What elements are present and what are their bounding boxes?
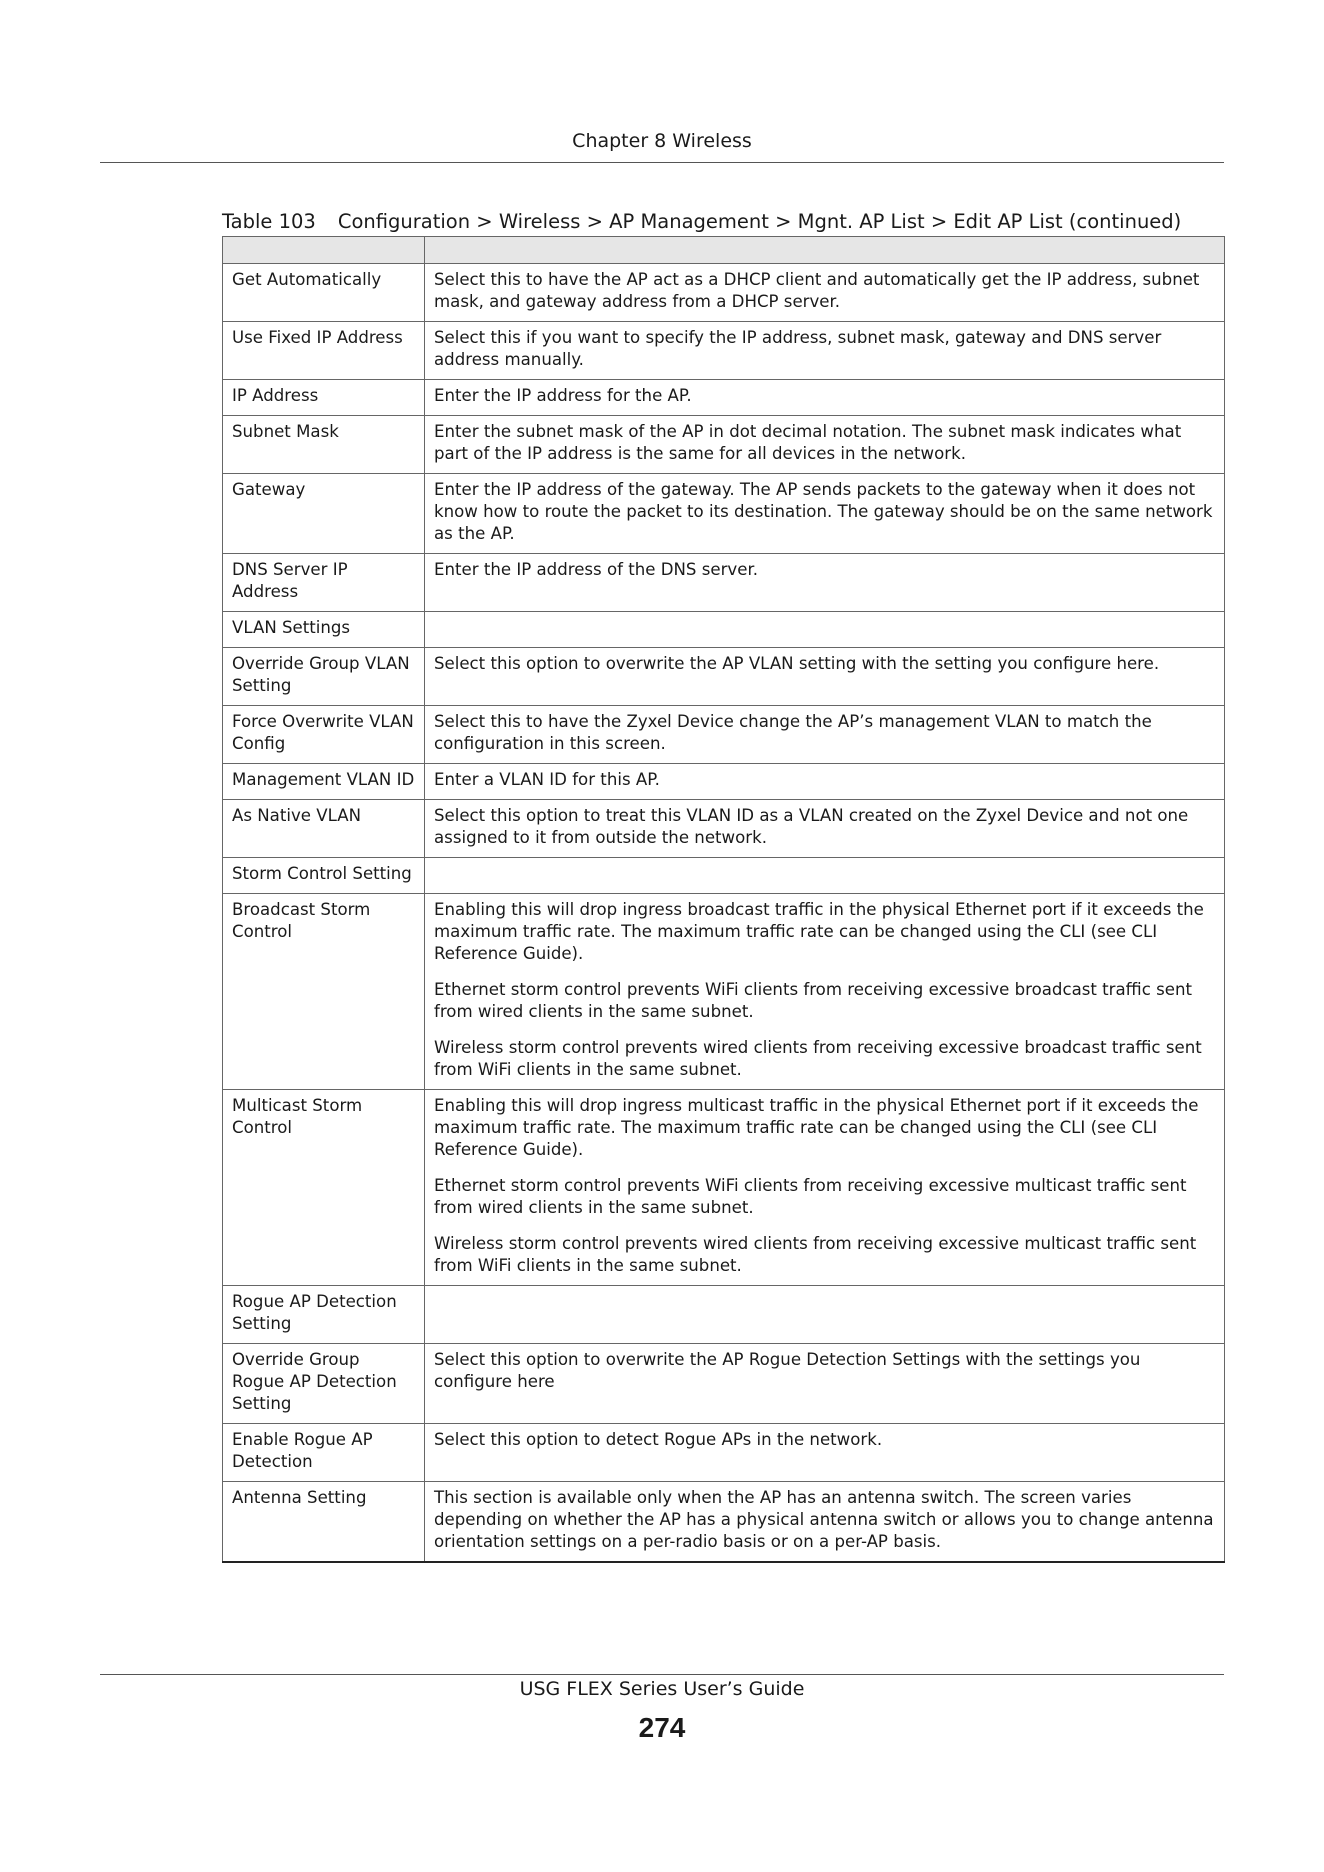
table-row (223, 706, 1225, 764)
table-caption-number: Table 103 (222, 210, 316, 233)
header-cell-description (425, 237, 1225, 264)
row-label: As Native VLAN (223, 800, 425, 858)
table-header-row (223, 237, 1225, 264)
row-description (425, 1424, 1225, 1482)
row-label: Get Automatically (223, 264, 425, 322)
description-paragraph: Enter the IP address of the gateway. The AP sends packets to the gateway when it does not know how to route the packet to its destination. The gateway should be on the same network as the AP. (434, 480, 1213, 543)
footer-guide-title: USG FLEX Series User’s Guide (519, 1678, 805, 1700)
description-paragraph: Enter the subnet mask of the AP in dot decimal notation. The subnet mask indicates what part of the IP address is the same for all devices in the network. (434, 422, 1182, 463)
description-paragraph: Select this option to overwrite the AP Rogue Detection Settings with the settings you configure here (434, 1350, 1141, 1391)
description-paragraph: Enabling this will drop ingress broadcast traffic in the physical Ethernet port if it exceeds the maximum traffic rate. The maximum traffic rate can be changed using the CLI (see CLI Reference Guide). (434, 900, 1204, 963)
description-paragraph: Select this to have the Zyxel Device change the AP’s management VLAN to match the configuration in this screen. (434, 712, 1152, 753)
header-divider (100, 162, 1224, 163)
description-paragraph: Ethernet storm control prevents WiFi clients from receiving excessive multicast traffic sent from wired clients in the same subnet. (434, 1176, 1187, 1217)
row-description (425, 322, 1225, 380)
table-row (223, 1424, 1225, 1482)
table-row (223, 764, 1225, 800)
description-paragraph: Enter the IP address of the DNS server. (434, 560, 759, 579)
chapter-title: Chapter 8 Wireless (572, 130, 752, 152)
row-description (425, 474, 1225, 554)
row-description (425, 264, 1225, 322)
row-description (425, 800, 1225, 858)
table-row (223, 1482, 1225, 1563)
table-row (223, 858, 1225, 894)
row-description (425, 612, 1225, 648)
row-label: Override Group Rogue AP Detection Setting (223, 1344, 425, 1424)
table-row (223, 380, 1225, 416)
row-label: Gateway (223, 474, 425, 554)
row-label: Subnet Mask (223, 416, 425, 474)
description-paragraph: Select this if you want to specify the IP address, subnet mask, gateway and DNS server address manually. (434, 328, 1162, 369)
description-paragraph: Enter a VLAN ID for this AP. (434, 770, 660, 789)
table-caption (222, 210, 1232, 233)
table-row (223, 1090, 1225, 1286)
row-label: Storm Control Setting (223, 858, 425, 894)
description-paragraph: Enter the IP address for the AP. (434, 386, 692, 405)
table-row (223, 1286, 1225, 1344)
description-paragraph: Ethernet storm control prevents WiFi clients from receiving excessive broadcast traffic sent from wired clients in the same subnet. (434, 980, 1192, 1021)
row-description (425, 1286, 1225, 1344)
table-caption-title: Configuration > Wireless > AP Management > Mgnt. AP List > Edit AP List (continued) (337, 210, 1182, 233)
row-description (425, 1344, 1225, 1424)
row-description (425, 1482, 1225, 1563)
table-row (223, 800, 1225, 858)
row-description (425, 1090, 1225, 1286)
row-label: Use Fixed IP Address (223, 322, 425, 380)
table-row (223, 416, 1225, 474)
description-paragraph: Select this option to treat this VLAN ID as a VLAN created on the Zyxel Device and not one assigned to it from outside the network. (434, 806, 1189, 847)
description-table (222, 236, 1225, 1563)
description-paragraph: This section is available only when the AP has an antenna switch. The screen varies depending on whether the AP has a physical antenna switch or allows you to change antenna orientation settings on a per-radio basis or on a per-AP basis. (434, 1488, 1214, 1551)
row-label: VLAN Settings (223, 612, 425, 648)
row-label: Management VLAN ID (223, 764, 425, 800)
row-label: Force Overwrite VLAN Config (223, 706, 425, 764)
row-description (425, 380, 1225, 416)
table-row (223, 894, 1225, 1090)
row-label: Rogue AP Detection Setting (223, 1286, 425, 1344)
row-description (425, 894, 1225, 1090)
row-description (425, 706, 1225, 764)
row-description (425, 764, 1225, 800)
description-paragraph: Select this to have the AP act as a DHCP client and automatically get the IP address, subnet mask, and gateway address from a DHCP server. (434, 270, 1200, 311)
header-cell-label (223, 237, 425, 264)
table-row (223, 1344, 1225, 1424)
table-row (223, 612, 1225, 648)
footer-divider (100, 1674, 1224, 1675)
page-number: 274 (638, 1712, 686, 1743)
table-row (223, 322, 1225, 380)
description-paragraph: Select this option to overwrite the AP VLAN setting with the setting you configure here. (434, 654, 1160, 673)
row-description (425, 648, 1225, 706)
row-label: Broadcast Storm Control (223, 894, 425, 1090)
description-paragraph: Select this option to detect Rogue APs in the network. (434, 1430, 883, 1449)
table-row (223, 474, 1225, 554)
table-body (223, 264, 1225, 1563)
row-label: DNS Server IP Address (223, 554, 425, 612)
row-label: Enable Rogue AP Detection (223, 1424, 425, 1482)
row-description (425, 858, 1225, 894)
table-row (223, 264, 1225, 322)
description-paragraph: Wireless storm control prevents wired clients from receiving excessive multicast traffic sent from WiFi clients in the same subnet. (434, 1234, 1197, 1275)
row-description (425, 416, 1225, 474)
row-label: Override Group VLAN Setting (223, 648, 425, 706)
row-label: Multicast Storm Control (223, 1090, 425, 1286)
table-row (223, 648, 1225, 706)
table-row (223, 554, 1225, 612)
row-label: IP Address (223, 380, 425, 416)
row-description (425, 554, 1225, 612)
description-paragraph: Wireless storm control prevents wired clients from receiving excessive broadcast traffic sent from WiFi clients in the same subnet. (434, 1038, 1202, 1079)
description-paragraph: Enabling this will drop ingress multicast traffic in the physical Ethernet port if it exceeds the maximum traffic rate. The maximum traffic rate can be changed using the CLI (see CLI Reference Guide). (434, 1096, 1199, 1159)
row-label: Antenna Setting (223, 1482, 425, 1563)
